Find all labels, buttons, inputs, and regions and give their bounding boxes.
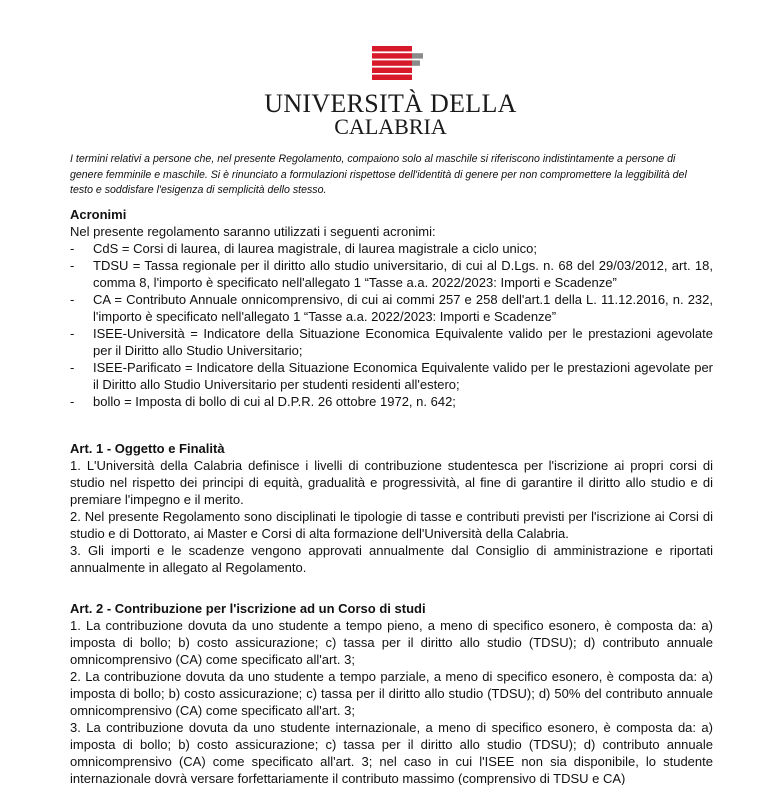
university-name-line1: UNIVERSITÀ DELLA <box>264 89 517 118</box>
section-title-art1: Art. 1 - Oggetto e Finalità <box>70 441 225 456</box>
logo-bar-1 <box>372 46 412 51</box>
logo-bar-3 <box>372 60 412 65</box>
art1-paragraph-1: 1. L'Università della Calabria definisce i livelli di contribuzione studentesca per l'iscrizione ai propri corsi di studio nel rispetto dei principi di equità, gradualità e progressività, al fine di garantire il diritto allo studio e di premiare l'impegno e il merito. <box>70 458 713 507</box>
acronym-item-isee-parificato: - ISEE-Parificato = Indicatore della Situazione Economica Equivalente valido per le prestazioni agevolate per il Diritto allo Studio Universitario per studenti residenti all'estero; <box>70 359 713 393</box>
acronym-item-isee-universita: - ISEE-Università = Indicatore della Situazione Economica Equivalente valido per le prestazioni agevolate per il Diritto allo Studio Universitario; <box>70 325 713 359</box>
logo-gray-1 <box>412 53 423 58</box>
acronimi-intro: Nel presente regolamento saranno utilizzati i seguenti acronimi: <box>70 224 436 239</box>
art1-paragraph-2: 2. Nel presente Regolamento sono disciplinati le tipologie di tasse e contributi previsti per l'iscrizione ai Corsi di studio e di Dottorato, ai Master e Corsi di alta formazione dell'Università della Calabria. <box>70 509 713 541</box>
logo-bar-2 <box>372 53 412 58</box>
acronym-item-bollo: - bollo = Imposta di bollo di cui al D.P.R. 26 ottobre 1972, n. 642; <box>70 393 713 410</box>
acronym-item-cds: - CdS = Corsi di laurea, di laurea magistrale, di laurea magistrale a ciclo unico; <box>70 240 713 257</box>
acronym-item-tdsu: - TDSU = Tassa regionale per il diritto allo studio universitario, di cui al D.Lgs. n. 68 del 29/03/2012, art. 18, comma 8, l'importo è specificato nell'allegato 1 “Tasse a.a. 2022/2023: Importi e Scadenze” <box>70 257 713 291</box>
acronym-list <box>70 240 713 410</box>
acronym-item-ca: - CA = Contributo Annuale onnicomprensivo, di cui ai commi 257 e 258 dell'art.1 della L. 11.12.2016, n. 232, l'importo è specificato nell'allegato 1 “Tasse a.a. 2022/2023: Importi e Scadenze” <box>70 291 713 325</box>
art2-paragraph-2: 2. La contribuzione dovuta da uno studente a tempo parziale, a meno di specifico esonero, è composta da: a) imposta di bollo; b) costo assicurazione; c) tassa per il diritto allo studio (TDSU); d) 50% del contributo annuale omnicomprensivo (CA) come specificato all'art. 3; <box>70 669 713 718</box>
art2-body <box>70 617 713 785</box>
logo-bar-4 <box>372 68 412 73</box>
university-name-line2: CALABRIA <box>334 114 447 139</box>
art2-paragraph-3: 3. La contribuzione dovuta da uno studente internazionale, a meno di specifico esonero, è composta da: a) imposta di bollo; b) costo assicurazione; c) tassa per il diritto allo studio (TDSU); d) contributo annuale omnicomprensivo (CA) come specificato all'art. 3; nel caso in cui l'ISEE non sia disponibile, lo studente internazionale dovrà versare forfettariamente il contributo massimo (comprensivo di TDSU e CA) <box>70 720 713 785</box>
logo-gray-2 <box>412 60 420 65</box>
acronimi-section <box>70 223 713 410</box>
university-logo <box>372 46 424 80</box>
section-title-acronimi: Acronimi <box>70 207 127 222</box>
section-title-art2: Art. 2 - Contribuzione per l'iscrizione ad un Corso di studi <box>70 601 426 616</box>
art2-paragraph-1: 1. La contribuzione dovuta da uno studente a tempo pieno, a meno di specifico esonero, è composta da: a) imposta di bollo; b) costo assicurazione; c) tassa per il diritto allo studio (TDSU); d) contributo annuale omnicomprensivo (CA) come specificato all'art. 3; <box>70 618 713 667</box>
art1-paragraph-3: 3. Gli importi e le scadenze vengono approvati annualmente dal Consiglio di amministrazione e riportati annualmente in allegato al Regolamento. <box>70 543 713 575</box>
art1-body <box>70 457 713 576</box>
gender-disclaimer: I termini relativi a persone che, nel presente Regolamento, compaiono solo al maschile si riferiscono indistintamente a persone di genere femminile e maschile. Si è rinunciato a formulazioni rispettose dell'identità di genere per non compromettere la leggibilità del testo e soddisfare l'esigenza di semplicità dello stesso. <box>70 153 687 196</box>
logo-bar-5 <box>372 75 412 80</box>
